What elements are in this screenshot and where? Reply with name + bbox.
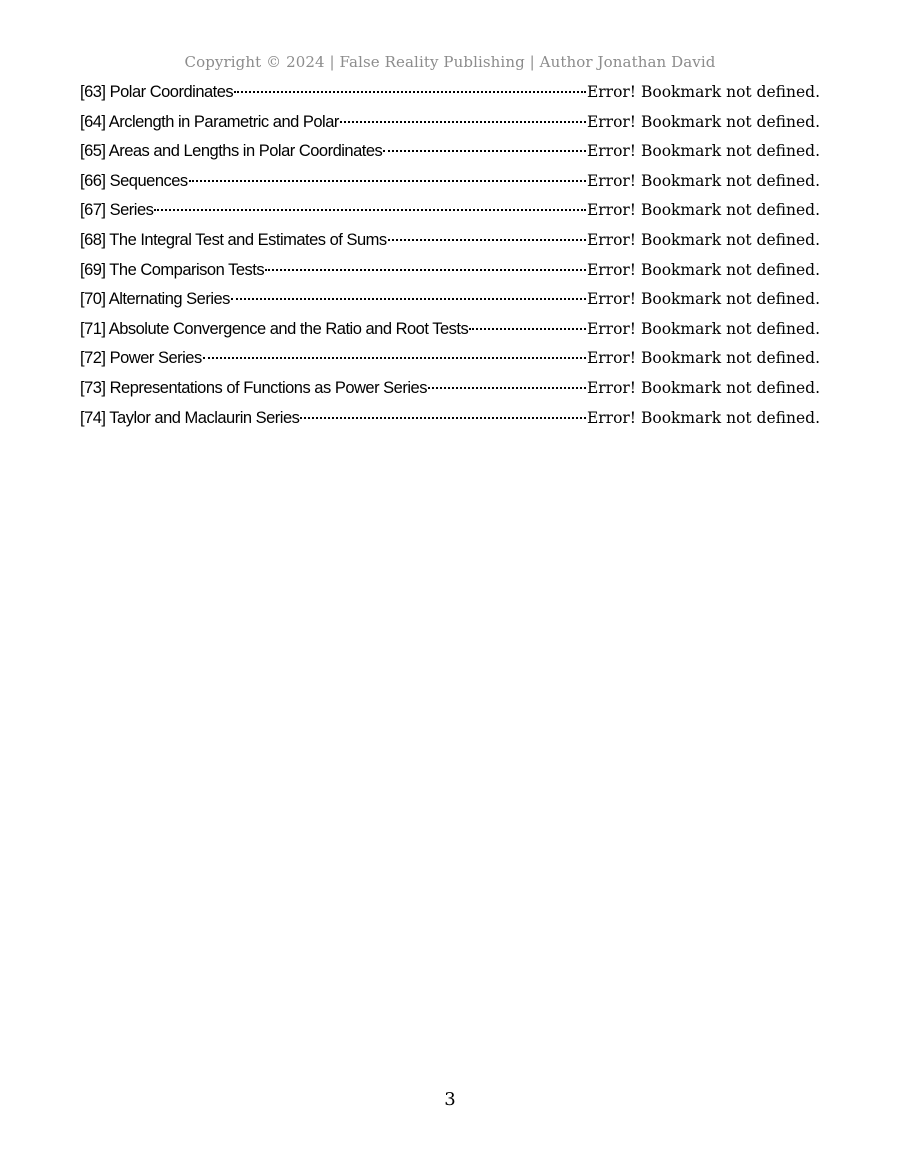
dot-leader [265,269,586,271]
toc-entry[interactable] [80,315,820,345]
toc-entry-title: [63] Polar Coordinates [80,83,234,101]
copyright-header: Copyright © 2024 | False Reality Publishing | Author Jonathan David [184,53,716,71]
toc-entry[interactable] [80,137,820,167]
toc-entry-title: [66] Sequences [80,171,188,190]
toc-entry-page: Error! Bookmark not defined. [586,378,820,397]
dot-leader [388,239,586,241]
toc-entry-page: Error! Bookmark not defined. [586,83,820,101]
toc-entry-title: [73] Representations of Functions as Power Series [80,378,427,397]
toc-entry[interactable] [80,78,820,108]
toc-entry[interactable] [80,167,820,197]
dot-leader [383,150,586,152]
page-number: 3 [444,1089,456,1110]
toc-entry-title: [67] Series [80,201,154,220]
toc-entry-page: Error! Bookmark not defined. [586,171,820,190]
toc-entry-page: Error! Bookmark not defined. [586,349,820,368]
dot-leader [189,180,586,182]
toc-entry[interactable] [80,374,820,404]
dot-leader [300,417,586,419]
toc-entry[interactable] [80,196,820,226]
toc-entry-page: Error! Bookmark not defined. [586,201,820,220]
table-of-contents [80,78,820,433]
toc-entry-page: Error! Bookmark not defined. [586,230,820,249]
dot-leader [340,121,586,123]
toc-entry-title: [68] The Integral Test and Estimates of Sums [80,230,387,249]
toc-entry-page: Error! Bookmark not defined. [586,290,820,309]
toc-entry[interactable] [80,404,820,434]
toc-entry-title: [65] Areas and Lengths in Polar Coordinates [80,142,383,161]
dot-leader [428,387,586,389]
dot-leader [234,91,586,93]
toc-entry-page: Error! Bookmark not defined. [586,142,820,161]
toc-entry-title: [69] The Comparison Tests [80,260,265,279]
dot-leader [469,328,586,330]
dot-leader [154,209,586,211]
dot-leader [203,357,586,359]
toc-entry-title: [74] Taylor and Maclaurin Series [80,408,300,427]
dot-leader [231,298,586,300]
toc-entry-page: Error! Bookmark not defined. [586,260,820,279]
toc-entry-page: Error! Bookmark not defined. [586,112,820,131]
toc-entry[interactable] [80,344,820,374]
toc-entry[interactable] [80,256,820,286]
toc-entry-page: Error! Bookmark not defined. [586,319,820,338]
toc-entry-title: [71] Absolute Convergence and the Ratio and Root Tests [80,319,469,338]
toc-entry[interactable] [80,285,820,315]
toc-entry[interactable] [80,108,820,138]
toc-entry-title: [64] Arclength in Parametric and Polar [80,112,339,131]
toc-entry-page: Error! Bookmark not defined. [586,408,820,427]
toc-entry-title: [72] Power Series [80,349,202,368]
toc-entry-title: [70] Alternating Series [80,290,230,309]
toc-entry[interactable] [80,226,820,256]
